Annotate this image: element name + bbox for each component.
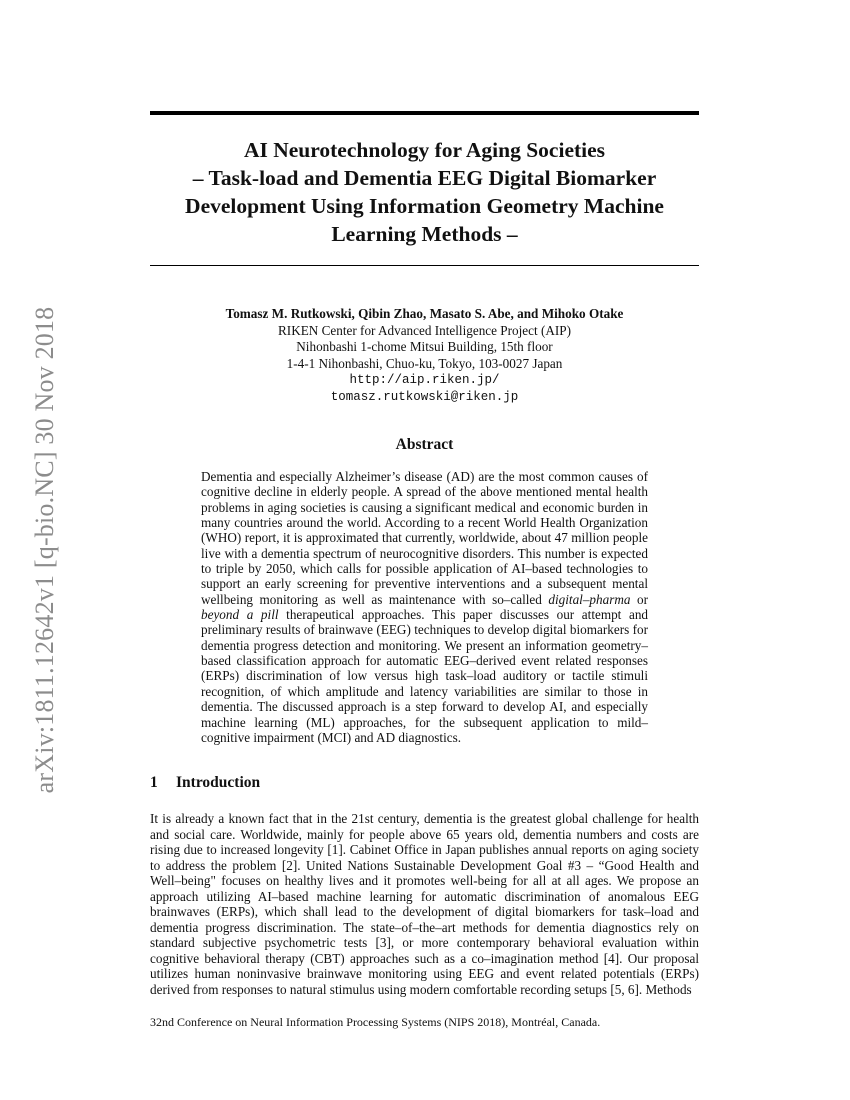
title-line: AI Neurotechnology for Aging Societies: [243, 138, 606, 162]
title-line: Learning Methods –: [331, 222, 518, 246]
section-title: Introduction: [176, 774, 261, 791]
abstract-emphasis: digital–pharma: [548, 591, 631, 607]
paper-title: [150, 136, 699, 248]
author-names: Tomasz M. Rutkowski, Qibin Zhao, Masato S. Abe, and Mihoko Otake: [225, 306, 624, 321]
abstract-emphasis: beyond a pill: [201, 607, 279, 623]
abstract-text-part: Dementia and especially Alzheimer’s disease (AD) are the most common causes of cognitive decline in elderly people. A spread of the above mentioned mental health problems in aging societies is causing a significant medical and economic burden in many countries around the world. According to a recent World Health Organization (WHO) report, it is approximated that currently, worldwide, about 47 million people live with a dementia spectrum of neurocognitive disorders. This number is expected to triple by 2050, which calls for possible application of AI–based technologies to support an early screening for preventive interventions and a subsequent mental wellbeing monitoring as well as maintenance with so–called: [201, 469, 648, 607]
conference-footnote: 32nd Conference on Neural Information Processing Systems (NIPS 2018), Montréal, Canada.: [150, 1015, 601, 1029]
abstract-text-part: or: [637, 591, 648, 607]
abstract-text-part: therapeutical approaches. This paper discusses our attempt and preliminary results of brainwave (EEG) techniques to develop digital biomarkers for dementia progress detection and monitoring. We present an information geometry–based classification approach for automatic EEG–derived event related responses (ERPs) discrimination of low versus high task–load auditory or tactile stimuli recognition, of which amplitude and latency variabilities are similar to those in dementia. The discussed approach is a step forward to develop AI, and especially machine learning (ML) approaches, for the subsequent application to mild–cognitive impairment (MCI) and AD diagnostics.: [201, 607, 649, 745]
address-line: 1-4-1 Nihonbashi, Chuo-ku, Tokyo, 103-0027 Japan: [286, 355, 563, 371]
section-heading: [150, 774, 260, 792]
url-link[interactable]: http://aip.riken.jp/: [349, 373, 500, 387]
affiliation: RIKEN Center for Advanced Intelligence Project (AIP): [278, 322, 571, 338]
address-line: Nihonbashi 1-chome Mitsui Building, 15th floor: [296, 339, 553, 354]
title-line: Development Using Information Geometry Machine: [185, 194, 664, 218]
author-block: [150, 306, 699, 405]
section-number: 1: [150, 774, 158, 791]
title-rule-top: [150, 111, 699, 115]
abstract-heading: Abstract: [395, 436, 454, 453]
title-rule-bottom: [150, 265, 699, 266]
arxiv-identifier: arXiv:1811.12642v1 [q-bio.NC] 30 Nov 2018: [30, 306, 59, 794]
introduction-text: It is already a known fact that in the 21st century, dementia is the greatest global challenge for health and social care. Worldwide, mainly for people above 65 years old, dementia numbers and costs are rising due to increased longevity [1]. Cabinet Office in Japan publishes annual reports on aging society to address the problem [2]. United Nations Sustainable Development Goal #3 – “Good Health and Well–being" focuses on healthy lives and it promotes well-being for all at all ages. We propose an approach utilizing AI–based machine learning for automatic discrimination of anomalous EEG brainwaves (ERPs), which shall lead to the development of digital biomarkers for task–load and dementia progress discrimination. The state–of–the–art methods for dementia diagnostics rely on standard subjective psychometric tests [3], or more contemporary behavioral evaluation within cognitive behavioral therapy (CBT) approaches such as a co–imagination method [4]. Our proposal utilizes human noninvasive brainwave monitoring using EEG and event related potentials (ERPs) derived from responses to natural stimulus using modern comfortable recording setups [5, 6]. Methods: [150, 811, 699, 997]
abstract-text: [201, 469, 648, 745]
title-line: – Task-load and Dementia EEG Digital Biomarker: [192, 166, 657, 190]
email-link[interactable]: tomasz.rutkowski@riken.jp: [330, 389, 519, 404]
